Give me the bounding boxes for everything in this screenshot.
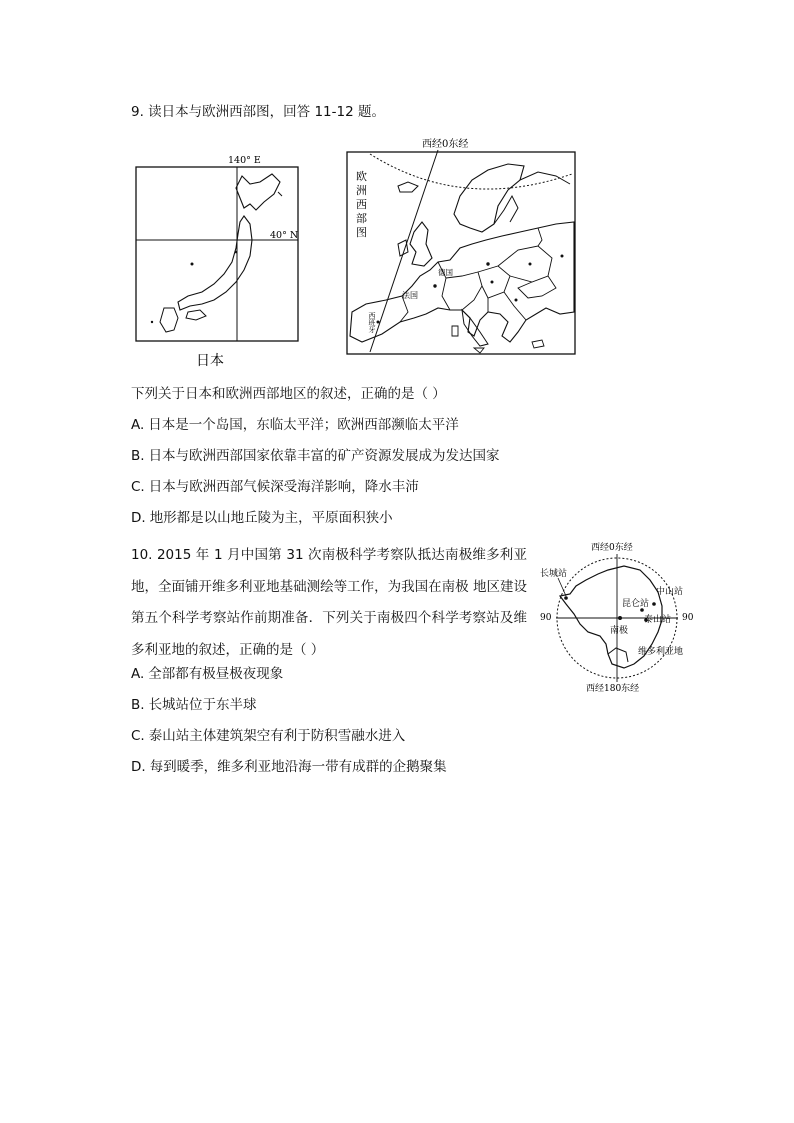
antarctic-map xyxy=(536,540,702,698)
q10-option-b[interactable]: B. 长城站位于东半球 xyxy=(131,697,257,713)
south-pole-label: 南极 xyxy=(610,626,629,636)
great-wall-station-label: 长城站 xyxy=(540,569,568,579)
honshu-island xyxy=(178,216,252,310)
continental-europe xyxy=(350,222,574,342)
svg-text:欧: 欧 xyxy=(356,170,367,183)
taishan-station-label: 泰山站 xyxy=(644,615,672,625)
europe-meridian-label: 西经0东经 xyxy=(422,139,469,150)
antarctic-left-label: 90 xyxy=(540,613,552,623)
svg-text:部: 部 xyxy=(356,212,367,225)
kunlun-station-label: 昆仑站 xyxy=(622,599,650,609)
japan-lon-label: 140° E xyxy=(228,155,261,166)
svg-text:图: 图 xyxy=(356,226,367,239)
france-label: 法国 xyxy=(402,291,418,300)
q9-option-c[interactable]: C. 日本与欧洲西部气候深受海洋影响，降水丰沛 xyxy=(131,479,419,495)
q10-option-a[interactable]: A. 全部都有极昼极夜现象 xyxy=(131,666,284,682)
antarctic-right-label: 90 xyxy=(682,613,694,623)
antarctic-top-label: 西经0东经 xyxy=(591,543,633,553)
q9-stem: 9. 读日本与欧洲西部图，回答 11-12 题。 xyxy=(131,104,385,120)
q9-prompt: 下列关于日本和欧洲西部地区的叙述，正确的是（ ） xyxy=(131,386,446,402)
victoria-land-label: 维多利亚地 xyxy=(638,647,684,657)
spain-label: 西班牙 xyxy=(368,312,376,333)
germany-label: 德国 xyxy=(438,268,453,277)
great-britain xyxy=(410,222,432,266)
japan-map xyxy=(132,152,304,372)
svg-text:西: 西 xyxy=(356,198,367,211)
shikoku-island xyxy=(186,310,206,320)
europe-title xyxy=(356,169,367,239)
q10-option-d[interactable]: D. 每到暖季，维多利亚地沿海一带有成群的企鹅聚集 xyxy=(131,759,447,775)
hokkaido-island xyxy=(236,174,280,210)
q10-stem: 10. 2015 年 1 月中国第 31 次南极科学考察队抵达南极维多利亚地，全面铺开维多利亚地基础测绘等工作，为我国在南极 地区建设第五个科学考察站作前期准备．下列关于南极四个科学考察站及维多利亚地的叙述，正确的是（ ） xyxy=(131,547,527,658)
svg-text:洲: 洲 xyxy=(356,184,367,197)
q10-option-c[interactable]: C. 泰山站主体建筑架空有利于防积雪融水进入 xyxy=(131,728,406,744)
q9-option-a[interactable]: A. 日本是一个岛国，东临太平洋；欧洲西部濒临太平洋 xyxy=(131,417,459,433)
iceland xyxy=(398,182,418,192)
kyushu-island xyxy=(160,308,178,332)
arctic-circle xyxy=(370,154,572,189)
antarctic-bottom-label: 西经180东经 xyxy=(586,684,640,694)
q9-option-b[interactable]: B. 日本与欧洲西部国家依靠丰富的矿产资源发展成为发达国家 xyxy=(131,448,500,464)
prime-meridian xyxy=(370,150,438,352)
japan-caption: 日本 xyxy=(196,353,224,369)
q9-option-d[interactable]: D. 地形都是以山地丘陵为主，平原面积狭小 xyxy=(131,510,393,526)
zhongshan-station-label: 中山站 xyxy=(656,587,684,597)
japan-lat-label: 40° N xyxy=(270,230,299,241)
europe-map xyxy=(342,136,580,358)
